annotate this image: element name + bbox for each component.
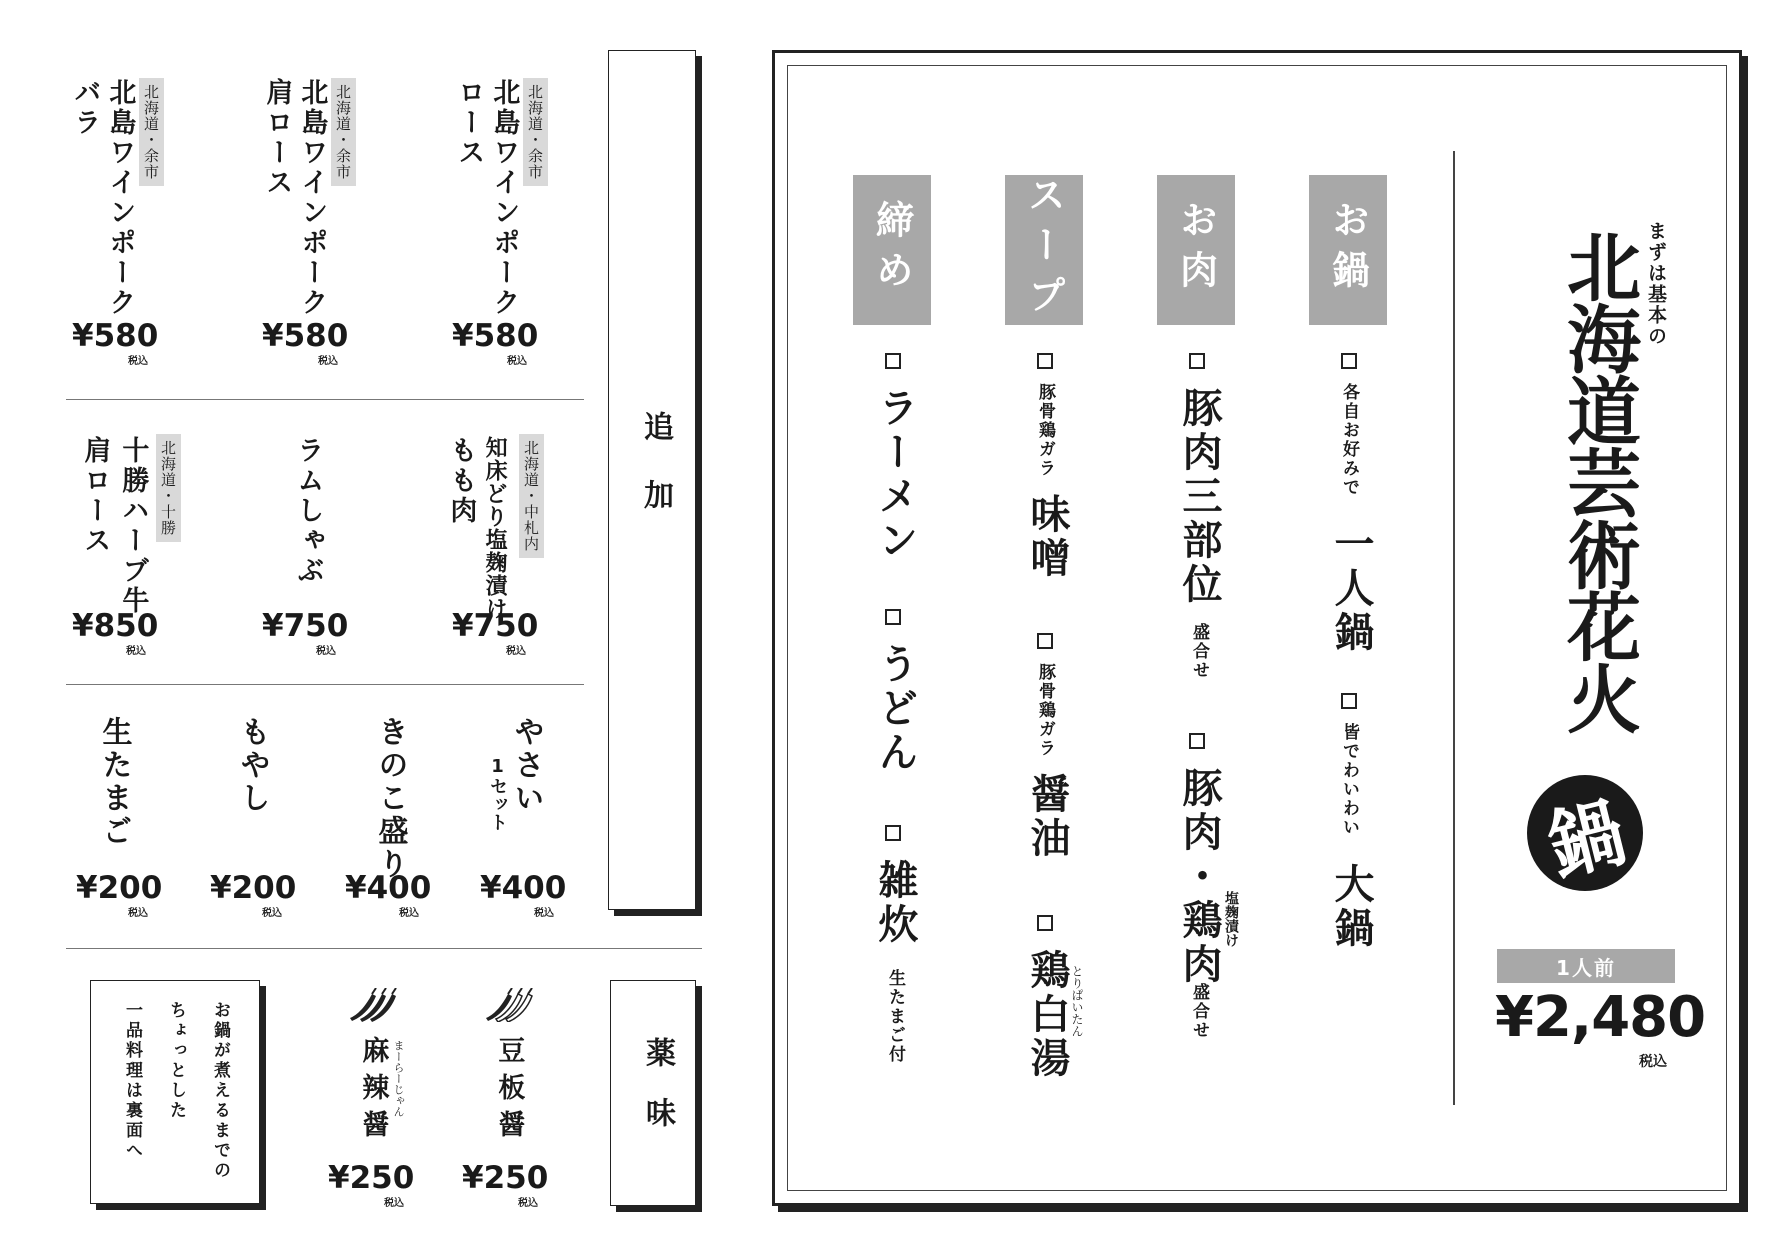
item-name-2: ロース [453, 78, 485, 168]
per-person-label: 1人前 [1497, 949, 1675, 983]
condiment-name: 麻辣醤 [357, 1036, 389, 1147]
checkbox[interactable] [885, 609, 901, 625]
condiment-name: 豆板醤 [493, 1036, 525, 1147]
origin-tag: 北海道・余市 [139, 78, 164, 186]
menu-item: 一人鍋 [1328, 523, 1374, 655]
divider [66, 948, 702, 949]
category-header-meat: お肉 [1157, 175, 1235, 325]
item-name: 北島ワインポーク [104, 78, 136, 318]
item-price: ¥250 [462, 1160, 549, 1196]
item-pre: 豚骨鶏ガラ [1035, 663, 1055, 758]
menu-item: 雑炊 [872, 859, 918, 947]
item-ruby: とりぱいたん [1070, 965, 1084, 1037]
item-post: 盛合せ [1189, 983, 1209, 1040]
item-name-2: 肩ロース [79, 436, 111, 556]
item-name: きのこ盛り [372, 716, 408, 881]
category-header-shime: 締め [853, 175, 931, 325]
chili-peppers-icon [482, 988, 538, 1022]
item-name: ラムしゃぶ [292, 436, 324, 586]
menu-item: 豚肉三部位 [1176, 387, 1222, 607]
checkbox[interactable] [1189, 733, 1205, 749]
item-name: 十勝ハーブ牛 [117, 436, 149, 616]
condiments-title: 薬味 [640, 1037, 675, 1157]
tax-label: 税込 [518, 1198, 538, 1209]
tax-label: 税込 [534, 908, 554, 919]
tax-label: 税込 [128, 908, 148, 919]
tax-label: 税込 [1639, 1054, 1667, 1070]
menu-item: うどん [872, 643, 918, 775]
item-name-2: もも肉 [445, 436, 477, 526]
checkbox[interactable] [1037, 915, 1053, 931]
tax-label: 税込 [262, 908, 282, 919]
item-name: やさい [508, 716, 544, 815]
item-price: ¥850 [72, 608, 159, 644]
item-post: 生たまご付 [885, 969, 905, 1064]
note-line-3: 一品料理は裏面へ [122, 1001, 142, 1161]
checkbox[interactable] [1037, 633, 1053, 649]
menu-item: 大鍋 [1328, 863, 1374, 951]
note-line-1: お鍋が煮えるまでの [210, 1001, 230, 1181]
main-menu-panel [772, 50, 1742, 1206]
chili-peppers-icon [346, 988, 402, 1022]
origin-tag: 北海道・十勝 [156, 434, 181, 542]
tax-label: 税込 [506, 646, 526, 657]
checkbox[interactable] [1189, 353, 1205, 369]
item-post: 盛合せ [1189, 623, 1209, 680]
item-subtext: 1セット [487, 756, 508, 831]
tax-label: 税込 [318, 356, 338, 367]
checkbox[interactable] [1341, 693, 1357, 709]
item-name: 北島ワインポーク [488, 78, 520, 318]
menu-item: 鶏白湯 [1024, 949, 1070, 1081]
item-price: ¥400 [480, 870, 567, 906]
menu-item: 醤油 [1024, 773, 1070, 861]
item-name: 生たまご [96, 716, 132, 848]
tax-label: 税込 [316, 646, 336, 657]
origin-tag: 北海道・余市 [331, 78, 356, 186]
checkbox[interactable] [1341, 353, 1357, 369]
checkbox[interactable] [885, 353, 901, 369]
item-price: ¥580 [452, 318, 539, 354]
tax-label: 税込 [128, 356, 148, 367]
nabe-badge-text: 鍋 [1538, 786, 1635, 892]
item-price: ¥580 [72, 318, 159, 354]
item-pre: 皆でわいわい [1339, 723, 1359, 837]
menu-item: 味噌 [1024, 493, 1070, 581]
item-price: ¥400 [345, 870, 432, 906]
note-box [90, 980, 260, 1204]
set-price: ¥2,480 [1495, 985, 1706, 1050]
checkbox[interactable] [885, 825, 901, 841]
condiments-title-box [610, 980, 696, 1206]
extras-title: 追加 [638, 411, 673, 547]
tax-label: 税込 [384, 1198, 404, 1209]
item-price: ¥200 [76, 870, 163, 906]
nabe-badge [1527, 775, 1643, 891]
main-title: 北海道芸術花火 [1555, 229, 1641, 733]
item-price: ¥200 [210, 870, 297, 906]
item-price: ¥750 [262, 608, 349, 644]
divider [66, 684, 584, 685]
menu-item: 豚肉・鶏肉 [1176, 767, 1222, 987]
divider [66, 399, 584, 400]
origin-tag: 北海道・中札内 [519, 434, 544, 558]
item-name-2: 肩ロース [261, 78, 293, 198]
category-header-nabe: お鍋 [1309, 175, 1387, 325]
condiment-ruby: まーらーじゃん [392, 1040, 405, 1117]
menu-item: ラーメン [872, 387, 918, 563]
item-pre: 豚骨鶏ガラ [1035, 383, 1055, 478]
note-line-2: ちょっとした [166, 1001, 186, 1121]
item-name: 北島ワインポーク [296, 78, 328, 318]
intro-text: まずは基本の [1645, 221, 1667, 347]
vertical-divider [1453, 151, 1455, 1105]
tax-label: 税込 [126, 646, 146, 657]
item-pre: 各自お好みで [1339, 383, 1359, 497]
item-price: ¥750 [452, 608, 539, 644]
origin-tag: 北海道・余市 [523, 78, 548, 186]
checkbox[interactable] [1037, 353, 1053, 369]
item-name-2: バラ [69, 78, 101, 138]
tax-label: 税込 [399, 908, 419, 919]
item-price: ¥580 [262, 318, 349, 354]
item-price: ¥250 [328, 1160, 415, 1196]
tax-label: 税込 [507, 356, 527, 367]
item-note: 塩麹漬け [1223, 891, 1239, 947]
item-name: 知床どり塩麹漬け [482, 436, 508, 620]
item-name: もやし [234, 716, 270, 815]
extras-title-box [608, 50, 696, 910]
category-header-soup: スープ [1005, 175, 1083, 325]
